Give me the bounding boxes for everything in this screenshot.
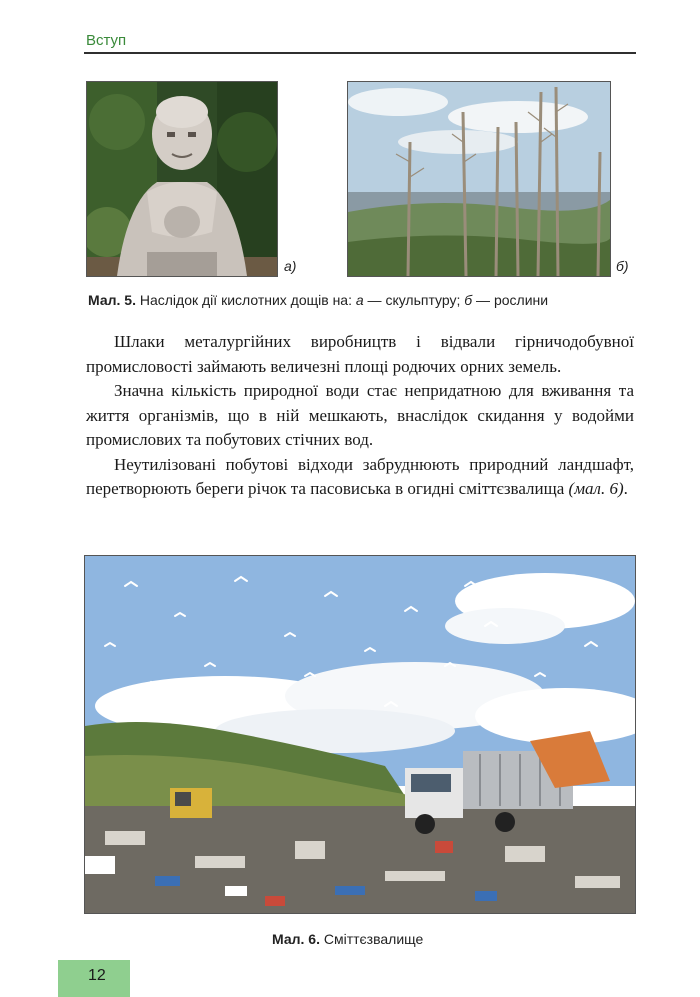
paragraph-3-text: Неутилізовані побутові відходи забруднюють природний ландшафт, перетворюють береги річок та пасовиська в огидні сміттєзвалища xyxy=(86,454,634,498)
figure-5-label: Мал. 5. xyxy=(88,292,136,308)
header-rule xyxy=(84,52,636,54)
figure-6-reference: (мал. 6) xyxy=(568,479,624,498)
page-number: 12 xyxy=(88,967,106,984)
figure-6-caption xyxy=(272,931,423,947)
panel-a-letter: а) xyxy=(284,258,297,274)
statue-photo xyxy=(86,81,278,277)
panel-b-letter: б) xyxy=(616,258,629,274)
figure-6-label: Мал. 6. xyxy=(272,931,320,947)
body-text xyxy=(86,330,634,502)
paragraph-3 xyxy=(86,453,634,502)
landfill-photo xyxy=(84,555,636,914)
figure-5-caption-b: б xyxy=(464,292,473,308)
figure-5-caption xyxy=(88,292,548,308)
paragraph-3-end: . xyxy=(623,479,628,498)
paragraph-1: Шлаки металургійних виробництв і відвали гірничодобувної промисловості займають величезні площі родючих орних земель. xyxy=(86,332,634,376)
figure-5-caption-text-1: Наслідок дії кислотних дощів на: xyxy=(135,292,356,308)
section-title: Вступ xyxy=(86,32,127,49)
dead-forest-photo xyxy=(347,81,611,277)
figure-5-caption-a: а xyxy=(355,292,364,308)
figure-5-caption-text-3: — рослини xyxy=(472,292,549,308)
figure-6-caption-text: Сміттєзвалище xyxy=(319,931,424,947)
paragraph-2: Значна кількість природної води стає непридатною для вживання та життя організмів, що в ній мешкають, внаслідок скидання у водойми промислових та побутових стічних вод. xyxy=(86,381,634,449)
figure-5-caption-text-2: — скульптуру; xyxy=(363,292,465,308)
